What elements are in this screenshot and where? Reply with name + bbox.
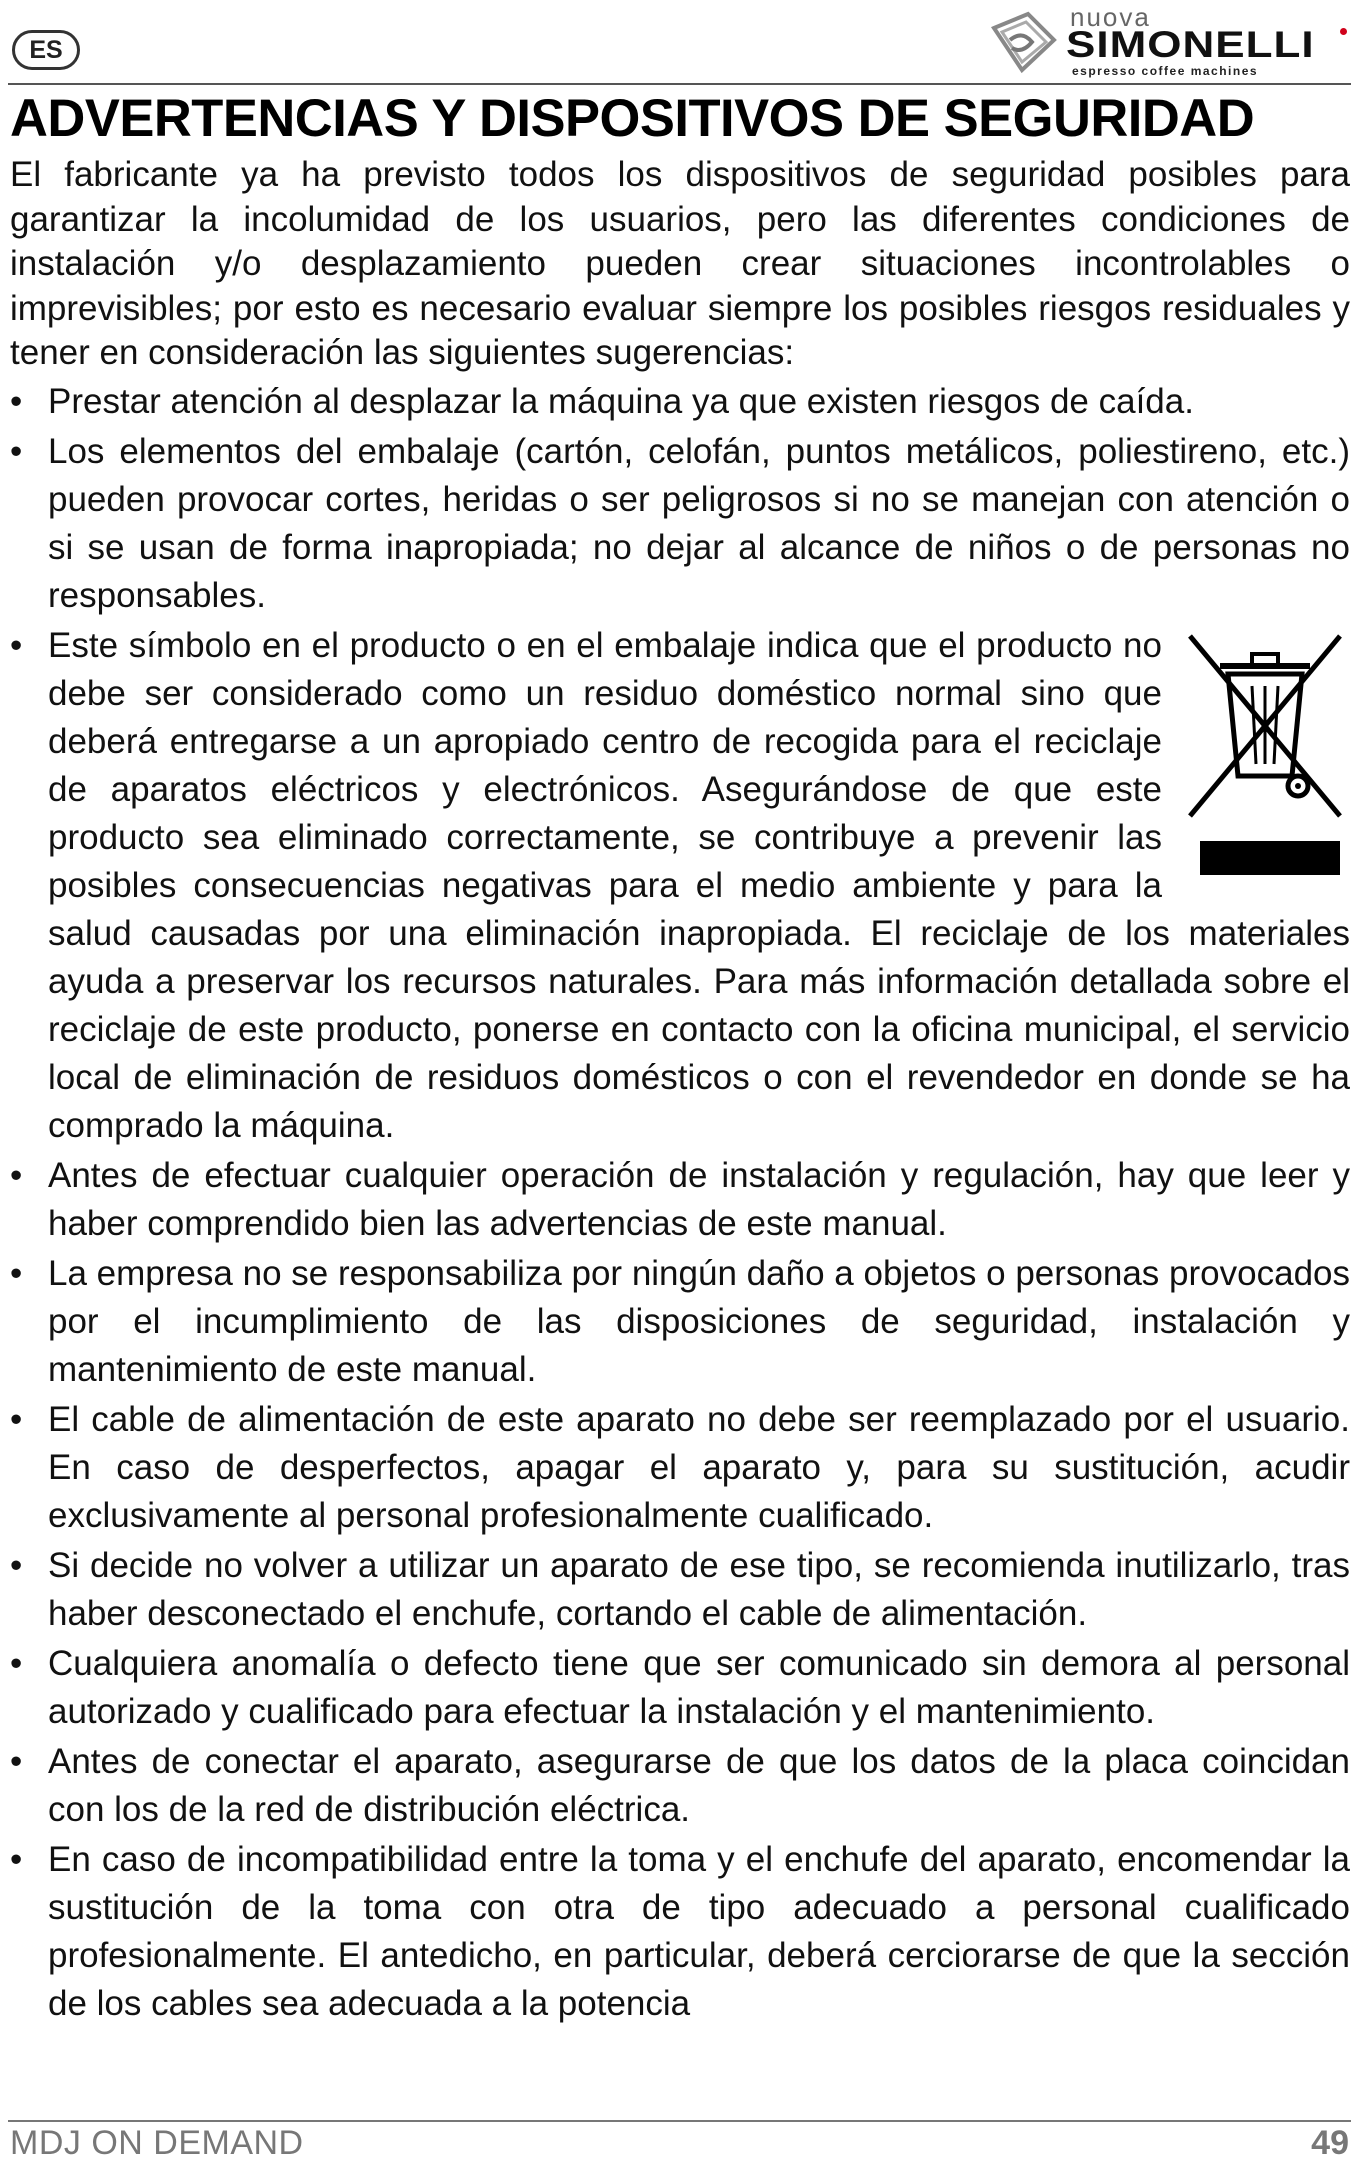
page-title: ADVERTENCIAS Y DISPOSITIVOS DE SEGURIDAD xyxy=(10,89,1255,148)
list-item-text: Este símbolo en el producto o en el embalaje indica que el producto no debe ser considerado como un residuo doméstico normal sino que deberá entregarse a un apropiado centro de recogida para el reciclaje de aparatos eléctricos y electrónicos. Asegurándose de que este producto sea eliminado correctamente, se contribuye a prevenir las posibles consecuencias negativas para el medio ambiente y para la salud causadas por una eliminación inapropiada. El reciclaje de los materiales ayuda a preservar los recursos naturales. Para más información detallada sobre el reciclaje de este producto, ponerse en contacto con la oficina municipal, el servicio local de eliminación de residuos domésticos o con el revendedor en donde se ha comprado la máquina. xyxy=(48,625,1350,1145)
list-item: • El cable de alimentación de este aparato no debe ser reemplazado por el usuario. En caso de desperfectos, apagar el aparato y, para su sustitución, acudir exclusivamente al personal profesionalmente cualificado. xyxy=(10,1396,1350,1540)
brand-registered-dot xyxy=(1340,28,1347,35)
weee-bar xyxy=(1200,841,1340,875)
safety-list xyxy=(10,378,1350,2028)
footer-model-name: MDJ ON DEMAND xyxy=(10,2124,304,2162)
footer-divider xyxy=(8,2120,1351,2122)
brand-logo xyxy=(988,2,1353,82)
header-divider xyxy=(8,83,1351,85)
list-item: • En caso de incompatibilidad entre la toma y el enchufe del aparato, encomendar la sustitución de la toma con otra de tipo adecuado a personal cualificado profesionalmente. El antedicho, en particular, deberá cerciorarse de que la sección de los cables sea adecuada a la potencia xyxy=(10,1836,1350,2028)
language-badge: ES xyxy=(12,30,80,70)
brand-name: SIMONELLI xyxy=(1066,24,1315,66)
weee-symbol xyxy=(1180,626,1350,886)
weee-crossed-bin-icon xyxy=(1180,626,1350,836)
list-item: • Prestar atención al desplazar la máquina ya que existen riesgos de caída. xyxy=(10,378,1350,426)
list-item: • Los elementos del embalaje (cartón, celofán, puntos metálicos, poliestireno, etc.) pueden provocar cortes, heridas o ser peligrosos si no se manejan con atención o si se usan de forma inapropiada; no dejar al alcance de niños o de personas no responsables. xyxy=(10,428,1350,620)
list-item-weee xyxy=(10,622,1350,1150)
main-content xyxy=(10,153,1350,2030)
brand-logo-icon xyxy=(988,10,1060,74)
page-number: 49 xyxy=(1311,2124,1349,2162)
list-item: • Antes de conectar el aparato, asegurarse de que los datos de la placa coincidan con los de la red de distribución eléctrica. xyxy=(10,1738,1350,1834)
list-item: • Si decide no volver a utilizar un aparato de ese tipo, se recomienda inutilizarlo, tras haber desconectado el enchufe, cortando el cable de alimentación. xyxy=(10,1542,1350,1638)
list-item: • Antes de efectuar cualquier operación de instalación y regulación, hay que leer y haber comprendido bien las advertencias de este manual. xyxy=(10,1152,1350,1248)
brand-small-text: nuova xyxy=(1070,2,1151,32)
brand-tagline: espresso coffee machines xyxy=(1072,64,1259,78)
intro-paragraph: El fabricante ya ha previsto todos los dispositivos de seguridad posibles para garantizar la incolumidad de los usuarios, pero las diferentes condiciones de instalación y/o desplazamiento pueden crear situaciones incontrolables o imprevisibles; por esto es necesario evaluar siempre los posibles riesgos residuales y tener en consideración las siguientes sugerencias: xyxy=(10,155,1350,372)
list-item: • Cualquiera anomalía o defecto tiene que ser comunicado sin demora al personal autorizado y cualificado para efectuar la instalación y el mantenimiento. xyxy=(10,1640,1350,1736)
list-item: • La empresa no se responsabiliza por ningún daño a objetos o personas provocados por el incumplimiento de las disposiciones de seguridad, instalación y mantenimiento de este manual. xyxy=(10,1250,1350,1394)
